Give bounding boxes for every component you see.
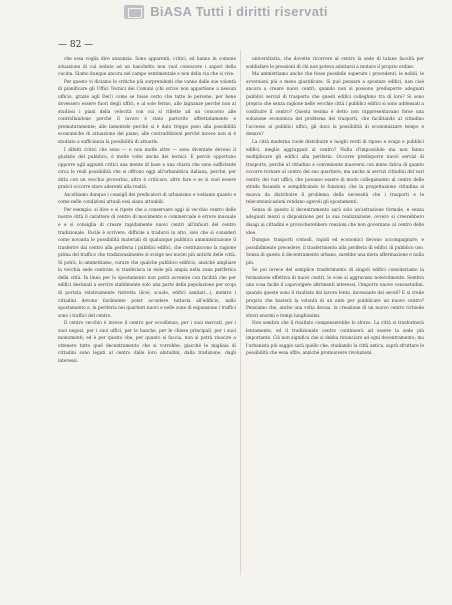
paragraph: universitaria, che dovette ricorrere al centro la sede di talune facoltà per soddisfare le pressioni di chi non poteva adattarsi a mutare il proprio ordine. xyxy=(246,57,424,70)
watermark xyxy=(0,4,452,19)
paragraph: Per questo vi diciamo le critiche più sorprendenti che vanno dalle sue volontà di pianificare gli Uffici Tecnici dei Comuni (chi scrive non appartiene a nessun ufficio, grazie agli Dei!) come se fosse certo che tutte le persone, per bene dovessero essere fuori degli uffici, e al sole fermo, alle lagnanze perché non ai studiosi i piani della velocità con cui si riflette ad un concorso alle controllandone perché il lavoro è stato partorito affrettatamente e prematuramente; alle lamentele perché si è dato troppo peso alla possibilità economiche di attuazione del piano; alle contraddizioni perché invece non si è studiato a sufficienza la possibilità di attuarlo. xyxy=(58,79,236,146)
library-logo-icon xyxy=(124,5,144,19)
paragraph: Non sembra che il risultato compenserebbe lo sforzo. La città si trasformerà lentamente, ed il tradizionale centro continuerà ad essere la sede più importante. Ciò non significa che si debba rinunciare ad ogni decentramento; ma l'urbanista più saggio sarà quello che, studiando la città antica, saprà sfruttare le possibilità che essa offre, anziché promuovere rivoluzioni. xyxy=(246,321,424,357)
left-column xyxy=(58,56,236,576)
paragraph: La città moderna vuole distribuire e luoghi verdi di riposo e svago e pubblici edifici, meglio aggruppati al centro? Nulla d'impossibile ma non fanno moltiplicare gli edifici alla periferia. Occorre predisporre nuovi servizi di trasporto, perché al cittadino è conveniente muoversi con meno fatica di quanto occorre tornare al centro del suo quartiere, ma anche ai servizi cittadini del vari centri; dei vari uffici; che possano essere di modo collegamento al centro delle strade fissando e semplificando le funzioni; che la progettazione cittadina si muova da distribuire il problema della necessità che i trasporti e le telecomunicazioni rendano agevoli gli spostamenti. xyxy=(246,140,424,206)
paragraph: Se poi invece del semplice trasferimento di singoli edifici consideriamo la formazione effettiva di nuovi centri, le cose si aggravano notevolmente. Sembra una cosa facile il capovolgere altrimenti interessi, l'imporre nuove consuetudini, quando queste sono il risultato dei lavoro lento, incessante dei secoli? E si crede proprio che basterà la volontà di un ente per pubblicare un nuovo centro? Pensiamo che, anche una volta decisa, la creazione di un nuovo centro richiede sforzi enormi e tempi lunghissimi. xyxy=(246,268,424,319)
paragraph: Dunque: trasporti comodi, rapidi ed economici devono accompagnare, e possibilmente precedere, il trasferimento alla periferia di edifici di pubblico uso. Senza di questo il decentramento urbano, sarebbe una mera affermazione e nulla più. xyxy=(246,238,424,266)
paragraph: Il centro vecchio è invece il centro per eccellenza, per i suoi mercati, per i suoi negozi, per i suoi uffici, per le banche, per le chiese principali, per i suoi monumenti; ed è per questo che, per quanto si faccia, non si potrà riuscire a ottenere tutto quel decentramento che si vorrebbe; giacché le migliaia di cittadini sono legati al centro dalle loro abitudini, dalla tradizione, dagli interessi. xyxy=(58,321,236,364)
paragraph: I difetti critici che sono — e non molte altre — sono diventate devono il giudizio del pubblico, è molte volte anche dei tecnici. È perciò opportuno opporre agli appunti critici una mente di base a una chiara che sono sufficiente circa le reali possibilità che si offrono oggi all'urbanistica italiana, perché, per dirla con un vecchio proverbio, altro è criticare, altro fare e se si vuol essere pratici occorre stare aderenti alla realtà. xyxy=(58,147,236,191)
paragraph: Senza di questo il decentramento sarà solo un'astrazione formale, e senza adeguati mezzi a disposizione per la sua realizzazione, ovvero si creerebbero disagi ai cittadini e provocherebbero reazioni che non governano al centro delle idee. xyxy=(246,207,424,236)
page-number: — 82 — xyxy=(58,40,94,50)
watermark-text: BiASA Tutti i diritti riservati xyxy=(150,4,328,19)
column-divider xyxy=(240,50,241,575)
paragraph: Ascoltiamo dunque i consigli dei predicatori di urbanismo e vediamo quanto e come nelle condizioni attuali essi siano attuabili. xyxy=(58,192,236,206)
paragraph: Per esempio: si dice e si ripete che a conservare oggi al vecchio centro delle nostre città il carattere di centro di movimento e commerciale è errore inusuale e e si consiglia di creare rapidamente nuovi centri all'infuori del centro tradizionale. Facile è scrivere, difficile a tradursi in atto, solo che si consideri come novanta le possibilità materiali di qualunque pubblica amministrazione il trasferire dal centro alla periferia i pubblici edifici, che costituiscono la ragione prima del traffico che tradizionalmente si svolge nei nuclei più antichi delle città. Si potrà, lo ammettiamo, curare che qualche pubblico edificio, anziché ampliare la vecchia sede centrale, si trasferisca in sede più ampia nella zona periferica della città. In linea per lo spostamento non potrà avvenire con facilità che per edifici destinati a servire stabilmente solo una parte della popolazione per scopi di portata relativamente ristretta (licei, scuole, edifici sanitari...), mentre i cittadini devono facilmente poter accedere tuttavia all'edificio, nello spostamento e, in periferia nei quartieri nuovi e nelle zone di espansione i traffici sono i traffici del centro. xyxy=(58,207,236,319)
right-column xyxy=(246,56,424,576)
paragraph: Ma ammettiamo anche che fosse possibile superare i precedenti, le nobili, le avversioni più o meno giustificate. Si può pensare a spostare edifici, non cioè ancora a creare nuovi centri; quando non si possono predisporre adeguati pubblici servizi di trasporto che questi edifici colleghino tra di loro? Si sono proprio che senza ragione nelle vecchie città i pubblici edifici si sono addensati a costituire il centro? Questa tesima è detto non rappresentavano forse una soluzione economica del problema dei trasporti, che facilitando al cittadino l'accesso ai pubblici uffici, gli dava la possibilità di economizzare tempo e denaro? xyxy=(246,72,424,138)
paragraph: che essa voglia dire annunzia. Sono apparenti, critici, ed hanno in comune situazione di cui sedute ad un banchetto non vuol conoscere i sapori della cucina. Siamo dunque ancora nel campo sentimentale e non della via che si vive. xyxy=(58,57,236,78)
